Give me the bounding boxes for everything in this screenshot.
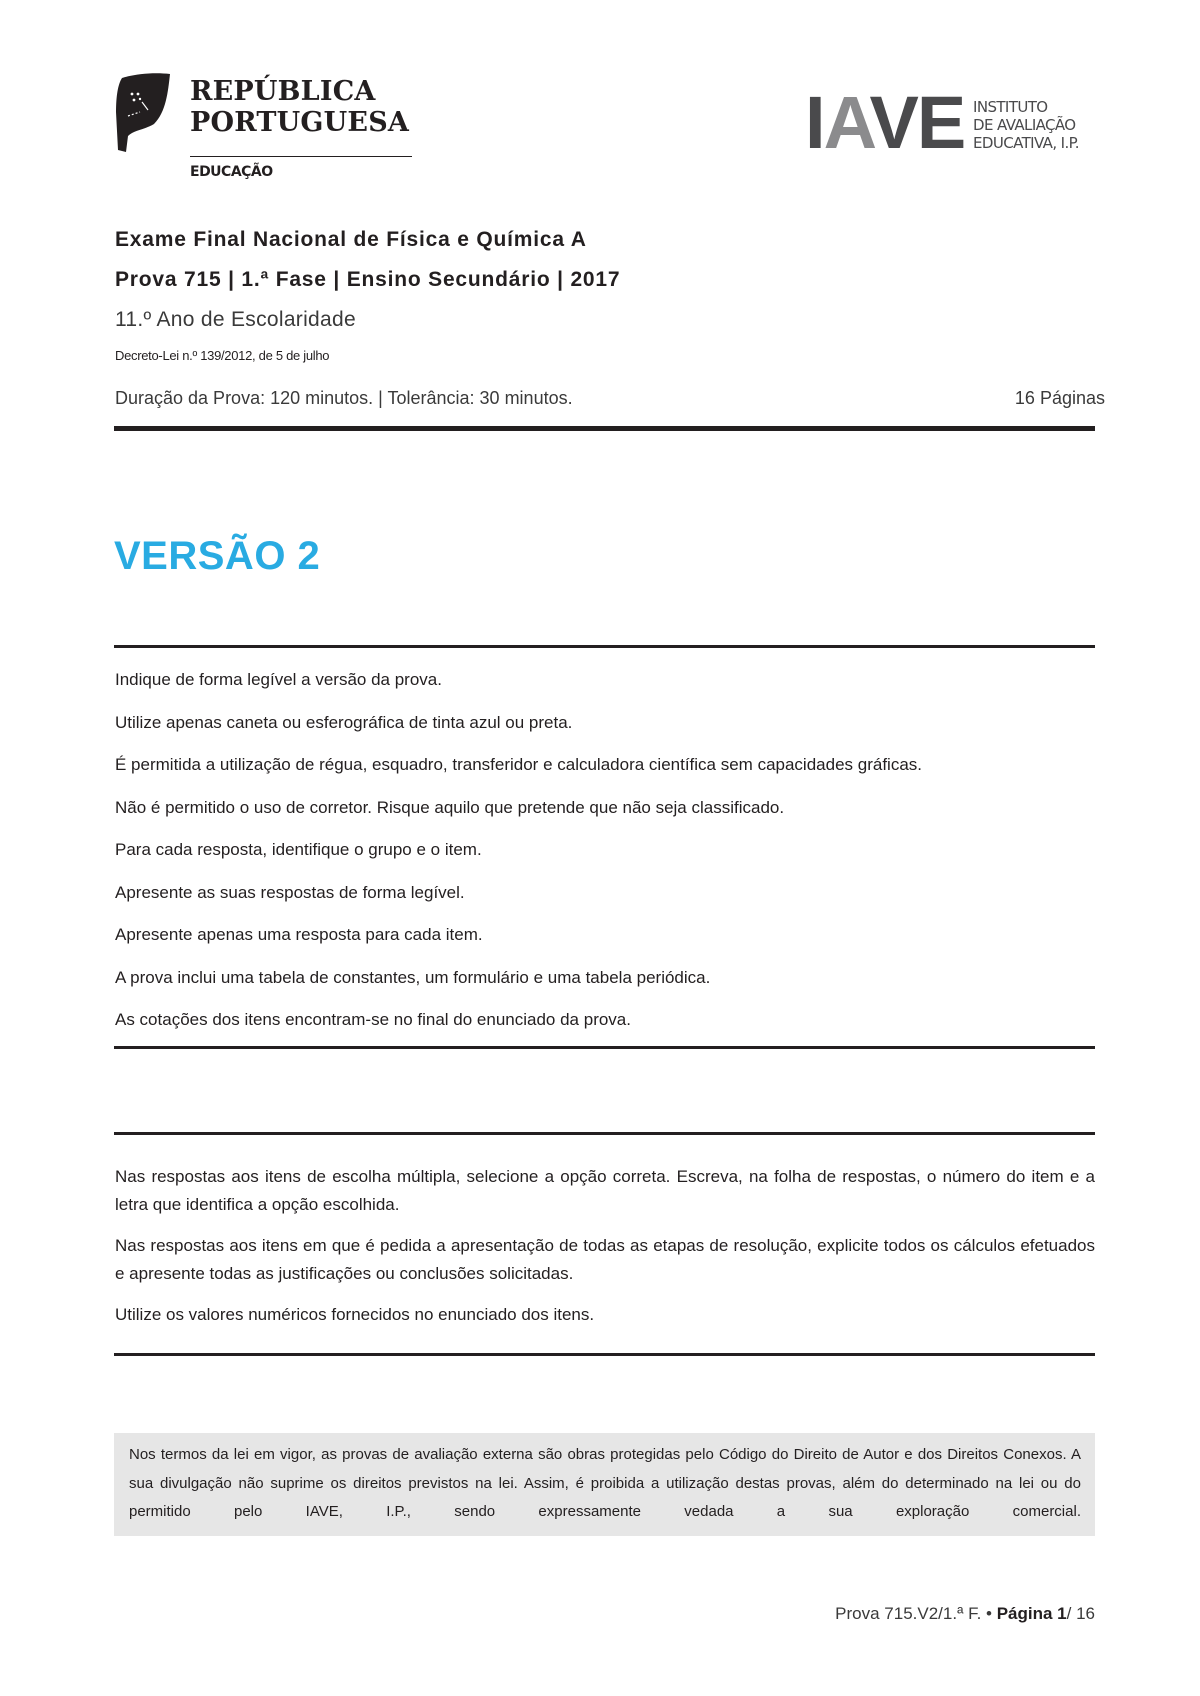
instruction-item: Não é permitido o uso de corretor. Risque aquilo que pretende que não seja classificado. — [115, 797, 785, 817]
republica-emblem-icon — [114, 72, 172, 154]
republica-name: REPÚBLICA PORTUGUESA — [190, 76, 410, 138]
copyright-notice — [114, 1433, 1095, 1536]
response-note: Nas respostas aos itens em que é pedida a apresentação de todas as etapas de resolução, explicite todos os cálculos efetuados e apresente todas as justificações ou conclusões solicitadas. — [115, 1236, 1095, 1283]
instruction-item: Apresente apenas uma resposta para cada item. — [115, 925, 483, 944]
decree-reference: Decreto-Lei n.º 139/2012, de 5 de julho — [115, 348, 330, 363]
iave-institute-name: INSTITUTO DE AVALIAÇÃO EDUCATIVA, I.P. — [973, 98, 1079, 152]
instructions-top-rule — [114, 645, 1095, 648]
page-count: 16 Páginas — [1014, 388, 1105, 408]
footer-page-number: Página 1 — [996, 1604, 1067, 1623]
page-footer — [835, 1604, 1095, 1624]
exam-duration: Duração da Prova: 120 minutos. | Tolerância: 30 minutos. — [115, 388, 573, 408]
instruction-item: Apresente as suas respostas de forma legível. — [115, 882, 465, 902]
republica-portuguesa-logo — [114, 72, 410, 182]
instruction-item: As cotações dos itens encontram-se no final do enunciado da prova. — [115, 1010, 631, 1029]
version-label: VERSÃO 2 — [114, 534, 321, 578]
iave-logo — [805, 81, 1105, 166]
instruction-item: A prova inclui uma tabela de constantes, um formulário e uma tabela periódica. — [115, 967, 711, 987]
response-notes — [115, 1163, 1095, 1342]
footer-exam-code: Prova 715.V2/1.ª F. • — [835, 1604, 997, 1623]
instructions-bottom-rule — [114, 1046, 1095, 1049]
notes-top-rule — [114, 1132, 1095, 1135]
school-year: 11.º Ano de Escolaridade — [115, 308, 356, 331]
republica-logo-rule — [190, 156, 412, 157]
iave-letters: IAVE — [805, 81, 965, 164]
instruction-item: É permitida a utilização de régua, esquadro, transferidor e calculadora científica sem capacidades gráficas. — [115, 755, 922, 774]
notes-bottom-rule — [114, 1353, 1095, 1356]
instruction-item: Para cada resposta, identifique o grupo e o item. — [115, 840, 482, 859]
exam-title: Exame Final Nacional de Física e Química A — [115, 228, 587, 251]
instruction-item: Utilize apenas caneta ou esferográfica de tinta azul ou preta. — [115, 712, 573, 732]
exam-subtitle: Prova 715 | 1.ª Fase | Ensino Secundário | 2017 — [115, 268, 621, 291]
instruction-item: Indique de forma legível a versão da prova. — [115, 670, 442, 689]
instructions-list — [115, 665, 1095, 1048]
header-divider — [114, 426, 1095, 431]
footer-page-total: / 16 — [1066, 1604, 1095, 1623]
response-note: Utilize os valores numéricos fornecidos no enunciado dos itens. — [115, 1305, 595, 1324]
copyright-text: Nos termos da lei em vigor, as provas de avaliação externa são obras protegidas pelo Código do Direito de Autor e dos Direitos Conexos. A sua divulgação não suprime os direitos previstos na lei. Assim, é proibida a utilização destas provas, além do determinado na lei ou do permitido pelo IAVE, I.P., sendo expressamente vedada a sua exploração comercial. — [129, 1446, 1081, 1520]
response-note: Nas respostas aos itens de escolha múltipla, selecione a opção correta. Escreva, na folha de respostas, o número do item e a letra que identifica a opção escolhida. — [115, 1167, 1095, 1214]
republica-subtitle: EDUCAÇÃO — [190, 164, 273, 180]
